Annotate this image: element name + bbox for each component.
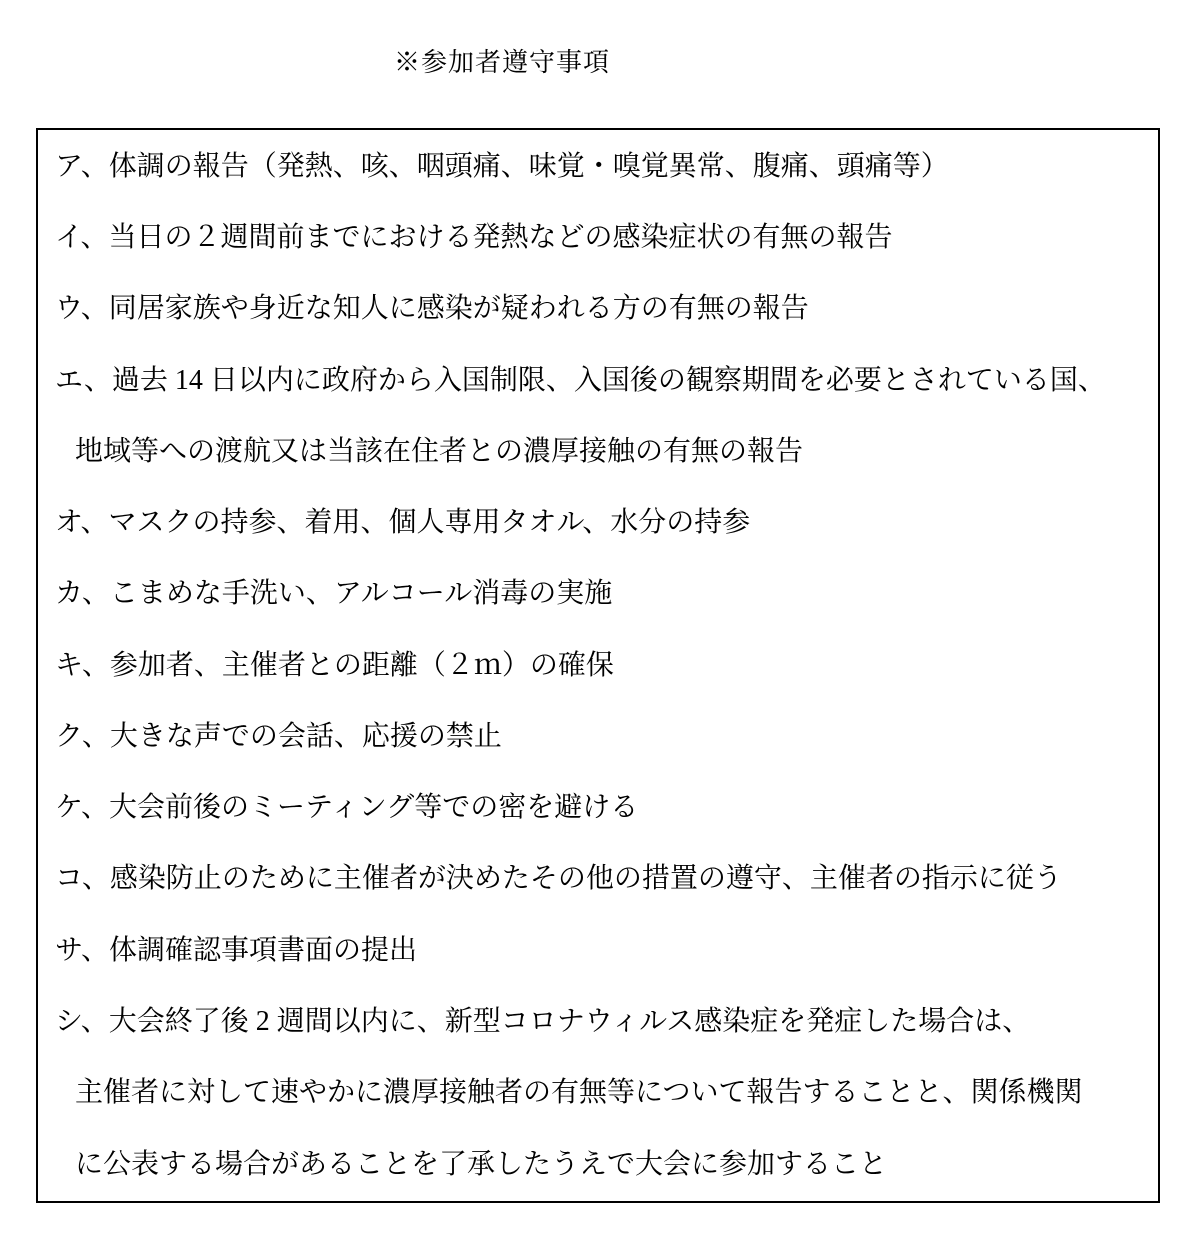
rule-item-text: に公表する場合があることを了承したうえで大会に参加すること — [75, 1148, 888, 1180]
rules-box — [36, 128, 1160, 1203]
rule-item-text: 大会前後のミーティング等での密を避ける — [109, 792, 639, 824]
rule-item — [55, 844, 1144, 915]
rule-item-text: 体調の報告（発熱、咳、咽頭痛、味覚・嗅覚異常、腹痛、頭痛等） — [108, 150, 949, 182]
rule-item-label: ケ、 — [55, 792, 110, 824]
rule-item — [55, 487, 1144, 558]
rule-item — [55, 772, 1144, 843]
rule-item — [55, 915, 1144, 986]
rule-item-label: オ、 — [55, 507, 109, 539]
rule-item-label: ク、 — [55, 720, 110, 752]
rule-item — [55, 345, 1144, 416]
page-title: ※参加者遵守事項 — [393, 48, 610, 77]
rule-item-text: マスクの持参、着用、個人専用タオル、水分の持参 — [108, 507, 751, 539]
rule-item-label: シ、 — [55, 1006, 109, 1038]
rule-item-label: カ、 — [55, 578, 110, 610]
rule-item-text: 主催者に対して速やかに濃厚接触者の有無等について報告することと、関係機関 — [75, 1077, 1083, 1109]
rule-item-text: 大きな声での会話、応援の禁止 — [109, 720, 502, 752]
rule-item — [55, 274, 1144, 345]
rule-item-label: キ、 — [55, 649, 110, 681]
rule-item-text: 同居家族や身近な知人に感染が疑われる方の有無の報告 — [108, 293, 809, 325]
rule-item-label: イ、 — [55, 222, 109, 254]
rule-item — [55, 630, 1144, 701]
rule-item — [55, 1057, 1144, 1128]
rule-item — [55, 131, 1144, 202]
rule-item-label: ウ、 — [55, 293, 109, 325]
rule-item-text: 感染防止のために主催者が決めたその他の措置の遵守、主催者の指示に従う — [109, 863, 1062, 895]
rule-item-text: 体調確認事項書面の提出 — [109, 934, 418, 966]
rule-item-label: コ、 — [55, 863, 110, 895]
rule-item-label: エ、 — [55, 364, 112, 396]
rule-item — [55, 701, 1144, 772]
rule-item — [55, 1129, 1144, 1200]
rule-item-text: 参加者、主催者との距離（２ｍ）の確保 — [109, 649, 614, 681]
rule-item — [55, 416, 1144, 487]
rule-item — [55, 202, 1144, 273]
rule-item-text: 地域等への渡航又は当該在住者との濃厚接触の有無の報告 — [75, 435, 804, 467]
rule-item-label: ア、 — [55, 150, 109, 182]
rule-item-text: 大会終了後 2 週間以内に、新型コロナウィルス感染症を発症した場合は、 — [108, 1006, 1031, 1038]
rule-item-label: サ、 — [55, 934, 110, 966]
rule-item-text: 過去 14 日以内に政府から入国制限、入国後の観察期間を必要とされている国、 — [111, 364, 1106, 396]
rule-item-text: こまめな手洗い、アルコール消毒の実施 — [109, 578, 613, 610]
rule-item — [55, 986, 1144, 1057]
rule-item-text: 当日の２週間前までにおける発熱などの感染症状の有無の報告 — [108, 222, 893, 254]
rule-item — [55, 559, 1144, 630]
